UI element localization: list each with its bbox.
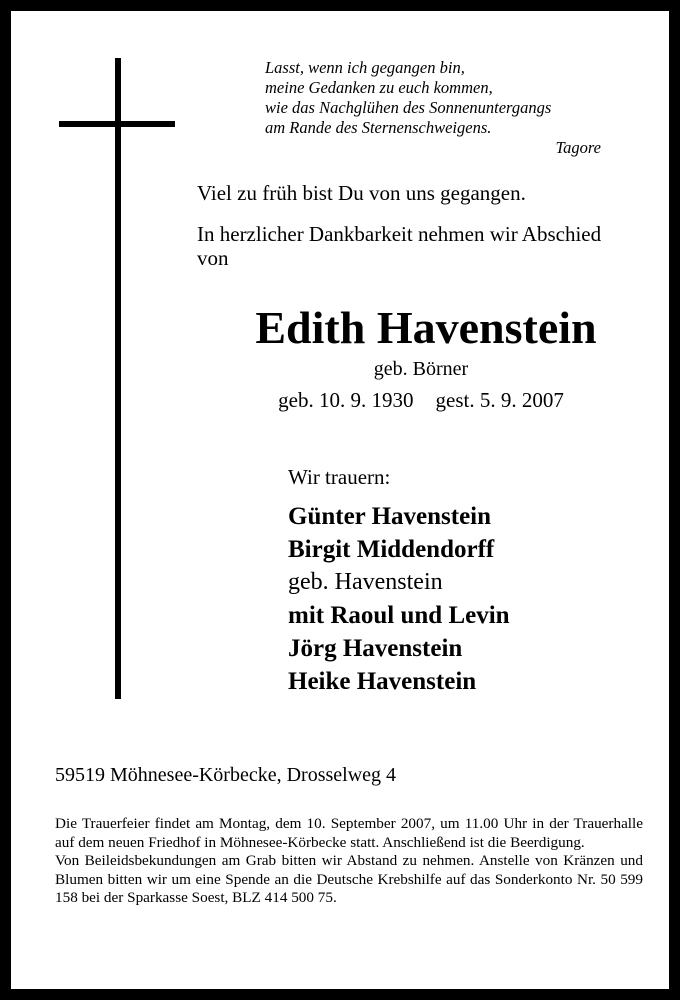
deceased-name: Edith Havenstein [255, 302, 597, 353]
mourner-name: mit Raoul und Levin [288, 602, 510, 629]
mourners-lead: Wir trauern: [288, 465, 391, 489]
mourner-name: Jörg Havenstein [288, 635, 463, 662]
cross-icon-bar [59, 121, 175, 127]
mourner-name: Günter Havenstein [288, 503, 492, 530]
intro-line-2: In herzlicher Dankbarkeit nehmen wir Abschied von [197, 222, 602, 270]
mourners-list [288, 464, 648, 698]
poem-quote [265, 58, 645, 158]
poem-line: meine Gedanken zu euch kommen, [265, 78, 493, 97]
funeral-notice [55, 815, 643, 908]
mourner-name: geb. Havenstein [288, 569, 443, 595]
poem-line: wie das Nachglühen des Sonnenuntergangs [265, 98, 552, 117]
death-date: gest. 5. 9. 2007 [435, 388, 564, 412]
life-dates [201, 387, 641, 413]
maiden-name: geb. Börner [373, 358, 469, 380]
family-address: 59519 Möhnesee-Körbecke, Drosselweg 4 [55, 764, 397, 786]
funeral-details: Die Trauerfeier findet am Montag, dem 10. September 2007, um 11.00 Uhr in der Trauerhalle auf dem neuen Friedhof in Möhnesee-Körbecke statt. Anschließend ist die Beerdigung. [55, 815, 643, 851]
intro-line-1: Viel zu früh bist Du von uns gegangen. [197, 181, 526, 205]
intro-text [197, 181, 637, 270]
mourner-name: Heike Havenstein [288, 668, 477, 695]
poem-line: Lasst, wenn ich gegangen bin, [265, 58, 465, 77]
poem-line: am Rande des Sternenschweigens. [265, 118, 492, 137]
condolence-request: Von Beileidsbekundungen am Grab bitten wir Abstand zu nehmen. Anstelle von Kränzen und Blumen bitten wir um eine Spende an die Deutsche Krebshilfe auf das Sonderkonto Nr. 50 599 158 bei der Sparkasse Soest, BLZ 414 500 75. [55, 852, 643, 906]
birth-date: geb. 10. 9. 1930 [278, 388, 414, 412]
cross-icon [115, 58, 121, 699]
poem-author: Tagore [555, 138, 601, 157]
mourner-name: Birgit Middendorff [288, 536, 495, 563]
